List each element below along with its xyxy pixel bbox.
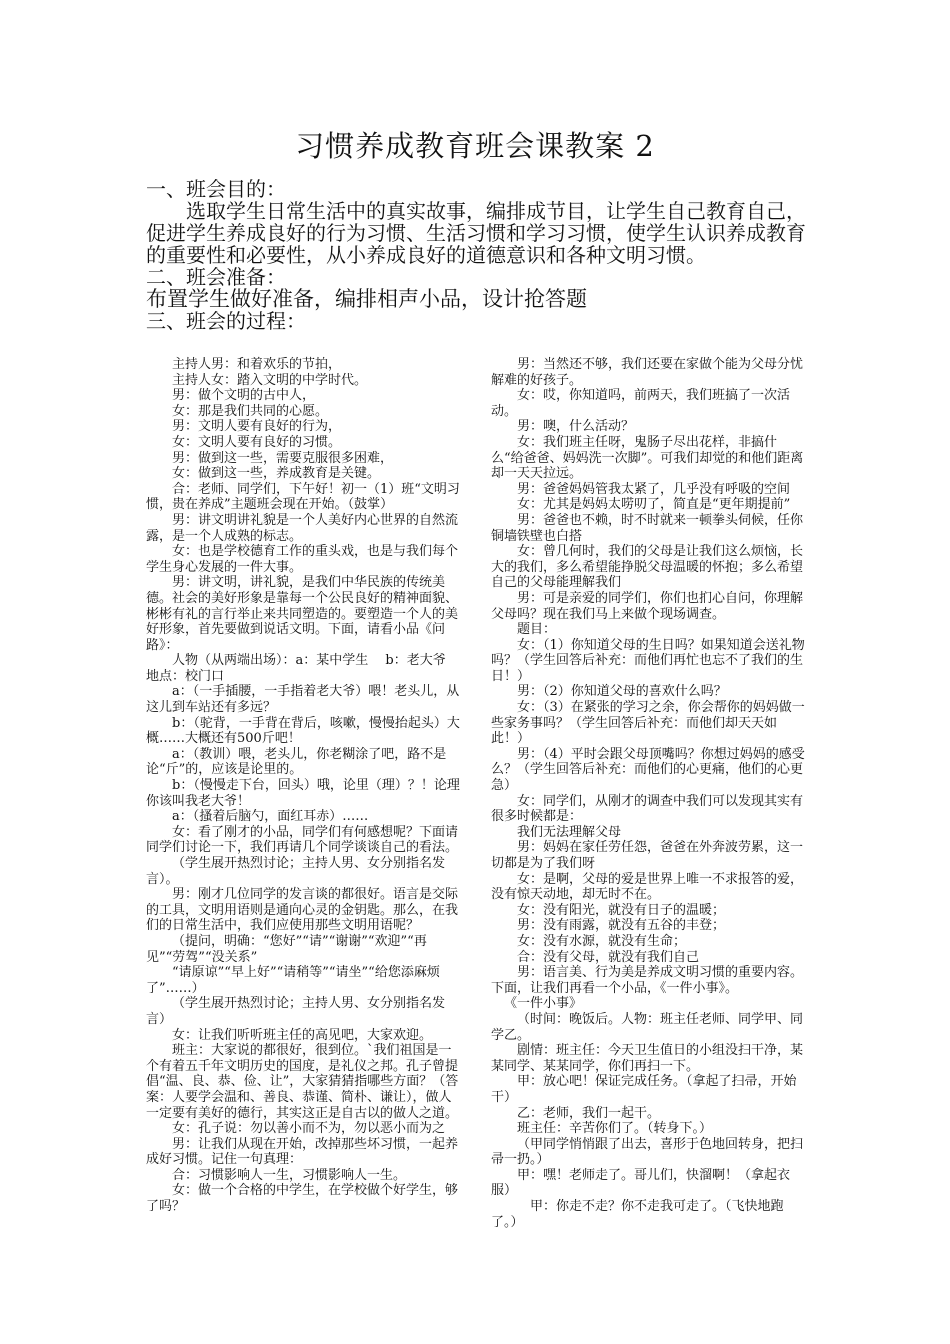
dialogue-line: 女：同学们，从刚才的调查中我们可以发现其实有很多时候都是： bbox=[491, 793, 804, 825]
dialogue-line: 女：让我们听听班主任的高见吧，大家欢迎。 bbox=[172, 1027, 433, 1043]
dialogue-line: 女：（3）在紧张的学习之余，你会帮你的妈妈做一些家务事吗？（学生回答后补充：而他们却天天如此！） bbox=[491, 700, 805, 747]
dialogue-line: 女：那是我们共同的心愿。 bbox=[172, 403, 329, 419]
dialogue-line: 男：当然还不够，我们还要在家做个能为父母分忧解难的好孩子。 bbox=[491, 357, 804, 388]
dialogue-line: 题目： bbox=[517, 622, 557, 638]
dialogue-line: 剧情：班主任：今天卫生值日的小组没扫干净，某某同学、某某同学，你们再扫一下。 bbox=[491, 1043, 804, 1074]
dialogue-line: 主持人男：和着欢乐的节拍， bbox=[172, 357, 342, 372]
dialogue-line: （学生展开热烈讨论；主持人男、女分别指名发言） bbox=[146, 996, 446, 1027]
dialogue-line: 女：没有阳光，就没有日子的温暖； bbox=[517, 902, 726, 918]
dialogue-line: （提问，明确：“您好”“请”“谢谢”“欢迎”“再见”“劳驾”“没关系” bbox=[146, 933, 427, 965]
dialogue-line: 女：做一个合格的中学生，在学校做个好学生，够了吗？ bbox=[146, 1183, 459, 1215]
right-column bbox=[491, 357, 809, 1230]
dialogue-line: 女：看了刚才的小品，同学们有何感想呢？下面请同学们讨论一下，我们再请几个同学谈谈自己的看法。 bbox=[146, 824, 459, 856]
skit-title: 《一件小事》 bbox=[504, 996, 583, 1012]
section-heading-purpose: 一、班会目的： bbox=[146, 177, 286, 201]
dialogue-line: 男：刚才几位同学的发言谈的都很好。语言是交际的工具，文明用语则是通向心灵的金钥匙。那么，在我们的日常生活中，我们应使用那些文明用语呢？ bbox=[146, 887, 459, 934]
dialogue-line: 男：噢，什么活动？ bbox=[517, 419, 635, 435]
dialogue-line: 乙：老师，我们一起干。 bbox=[517, 1105, 661, 1121]
section-body-purpose: 选取学生日常生活中的真实故事，编排成节目，让学生自己教育自己，促进学生养成良好的行为习惯、生活习惯和学习习惯，使学生认识养成教育的重要性和必要性，从小养成良好的道德意识和各种文明习惯。 bbox=[146, 199, 806, 267]
dialogue-line: 女：曾几何时，我们的父母是让我们这么烦恼，长大的我们，多么希望能挣脱父母温暖的怀抱；多么希望自己的父母能理解我们 bbox=[491, 544, 804, 591]
dialogue-line: 男：让我们从现在开始，改掉那些坏习惯，一起养成好习惯。记住一句真理： bbox=[146, 1136, 459, 1168]
dialogue-line: b：（慢慢走下台，回头）哦，论里（理）？！论理你该叫我老大爷！ bbox=[146, 778, 460, 809]
dialogue-line: 男：文明人要有良好的行为， bbox=[172, 419, 342, 435]
dialogue-line: “请原谅”“早上好”“请稍等”“请坐”“给您添麻烦了”……） bbox=[146, 965, 440, 996]
dialogue-line: 我们无法理解父母 bbox=[517, 824, 622, 840]
dialogue-line: a：（教训）喂，老头儿，你老糊涂了吧，路不是论“斤”的，应该是论里的。 bbox=[146, 746, 447, 778]
document-title: 习惯养成教育班会课教案 2 bbox=[295, 129, 655, 163]
dialogue-line: 男：爸爸妈妈管我太紧了，几乎没有呼吸的空间 bbox=[517, 481, 791, 497]
dialogue-line: 合：没有父母，就没有我们自己 bbox=[517, 949, 700, 965]
dialogue-line: 女：没有水源，就没有生命； bbox=[517, 933, 687, 949]
dialogue-line: 人物（从两端出场）：a：某中学生 b：老大爷 地点：校门口 bbox=[146, 653, 498, 684]
dialogue-line: 主持人女：踏入文明的中学时代。 bbox=[172, 372, 368, 388]
dialogue-line: a：（一手插腰，一手指着老大爷）喂！老头儿，从这儿到车站还有多远？ bbox=[146, 684, 460, 716]
dialogue-line: 男：（4）平时会跟父母顶嘴吗？你想过妈妈的感受么？（学生回答后补充：而他们的心更痛，他们的心更急） bbox=[491, 746, 805, 794]
dialogue-line: （学生展开热烈讨论；主持人男、女分别指名发言）。 bbox=[146, 856, 446, 887]
dialogue-line: 甲：你走不走？你不走我可走了。（飞快地跑了。） bbox=[491, 1199, 784, 1230]
dialogue-line: 女：是啊，父母的爱是世界上唯一不求报答的爱，没有惊天动地，却无时不在。 bbox=[491, 871, 804, 903]
dialogue-line: 甲：嘿！老师走了。哥儿们，快溜啊！（拿起衣服） bbox=[491, 1167, 791, 1199]
dialogue-line: 班主任：辛苦你们了。（转身下。） bbox=[517, 1121, 713, 1137]
dialogue-line: 男：做个文明的古中人， bbox=[172, 388, 316, 404]
dialogue-line: a：（搔着后脑勺，面红耳赤）…… bbox=[172, 809, 369, 825]
dialogue-line: 女：尤其是妈妈太唠叨了，简直是“更年期提前” bbox=[517, 497, 791, 513]
dialogue-line: 甲：放心吧！保证完成任务。（拿起了扫帚，开始干） bbox=[491, 1074, 797, 1105]
dialogue-line: 合：习惯影响人一生，习惯影响人一生。 bbox=[172, 1167, 407, 1183]
dialogue-line: 女：孔子说：勿以善小而不为，勿以恶小而为之 bbox=[172, 1121, 446, 1137]
dialogue-line: 女：做到这一些，养成教育是关键。 bbox=[172, 466, 381, 482]
dialogue-line: 合：老师、同学们，下午好！初一（1）班“文明习惯，贵在养成”主题班会现在开始。（鼓掌） bbox=[146, 481, 460, 513]
left-column bbox=[146, 357, 498, 1215]
dialogue-line: 班主：大家说的都很好，很到位。`我们祖国是一个有着五千年文明历史的国度，是礼仪之邦。孔子曾提倡“温、良、恭、俭、让”，大家猜猜指哪些方面？（答案：人要学会温和、善良、恭谨、简朴、谦让），做人一定要有美好的德行，其实这正是自古以的做人之道。 bbox=[146, 1043, 459, 1121]
dialogue-line: 女：我们班主任呀，鬼肠子尽出花样，非搞什么“给爸爸、妈妈洗一次脚”。可我们却觉的和他们距离却一天天拉远。 bbox=[491, 434, 804, 482]
dialogue-line: 男：语言美、行为美是养成文明习惯的重要内容。下面，让我们再看一个小品，《一件小事》。 bbox=[491, 965, 804, 996]
dialogue-line: 女：哎，你知道吗，前两天，我们班搞了一次活动。 bbox=[491, 388, 791, 419]
section-heading-process: 三、班会的过程： bbox=[146, 309, 306, 333]
dialogue-line: 男：没有雨露，就没有五谷的丰登； bbox=[517, 918, 726, 934]
dialogue-line: 女：文明人要有良好的习惯。 bbox=[172, 434, 342, 450]
dialogue-line: 男：做到这一些，需要克服很多困难， bbox=[172, 450, 394, 466]
dialogue-line: 男：讲文明，讲礼貌，是我们中华民族的传统美德。社会的美好形象是靠每一个公民良好的精神面貌、彬彬有礼的言行举止来共同塑造的。要塑造一个人的美好形象，首先要做到说话文明。下面，请看小品《问路》： bbox=[146, 575, 459, 653]
section-body-preparation: 布置学生做好准备，编排相声小品，设计抢答题 bbox=[146, 287, 587, 311]
dialogue-line: 男：（2）你知道父母的喜欢什么吗？ bbox=[517, 684, 727, 700]
dialogue-line: 男：爸爸也不赖，时不时就来一顿拳头伺候，任你铜墙铁壁也白搭 bbox=[491, 512, 804, 544]
dialogue-line: b：（驼背，一手背在背后，咳嗽，慢慢抬起头）大概……大概还有500斤吧！ bbox=[146, 715, 460, 747]
dialogue-line: （时间：晚饭后。人物：班主任老师、同学甲、同学乙。 bbox=[491, 1011, 804, 1043]
dialogue-line: （甲同学悄悄跟了出去，喜形于色地回转身，把扫帚一扔。） bbox=[491, 1136, 804, 1168]
dialogue-line: 男：可是亲爱的同学们，你们也扪心自问，你理解父母吗？现在我们马上来做个现场调查。 bbox=[491, 590, 804, 622]
section-heading-preparation: 二、班会准备： bbox=[146, 265, 286, 289]
dialogue-line: 女：也是学校德育工作的重头戏，也是与我们每个学生身心发展的一件大事。 bbox=[146, 544, 459, 575]
dialogue-line: 男：妈妈在家任劳任怨，爸爸在外奔波劳累，这一切都是为了我们呀 bbox=[491, 840, 804, 871]
dialogue-line: 男：讲文明讲礼貌是一个人美好内心世界的自然流露，是一个人成熟的标志。 bbox=[146, 512, 459, 544]
dialogue-line: 女：（1）你知道父母的生日吗？如果知道会送礼物吗？（学生回答后补充：而他们再忙也忘不了我们的生日！） bbox=[491, 637, 805, 684]
intro-block bbox=[146, 178, 810, 332]
